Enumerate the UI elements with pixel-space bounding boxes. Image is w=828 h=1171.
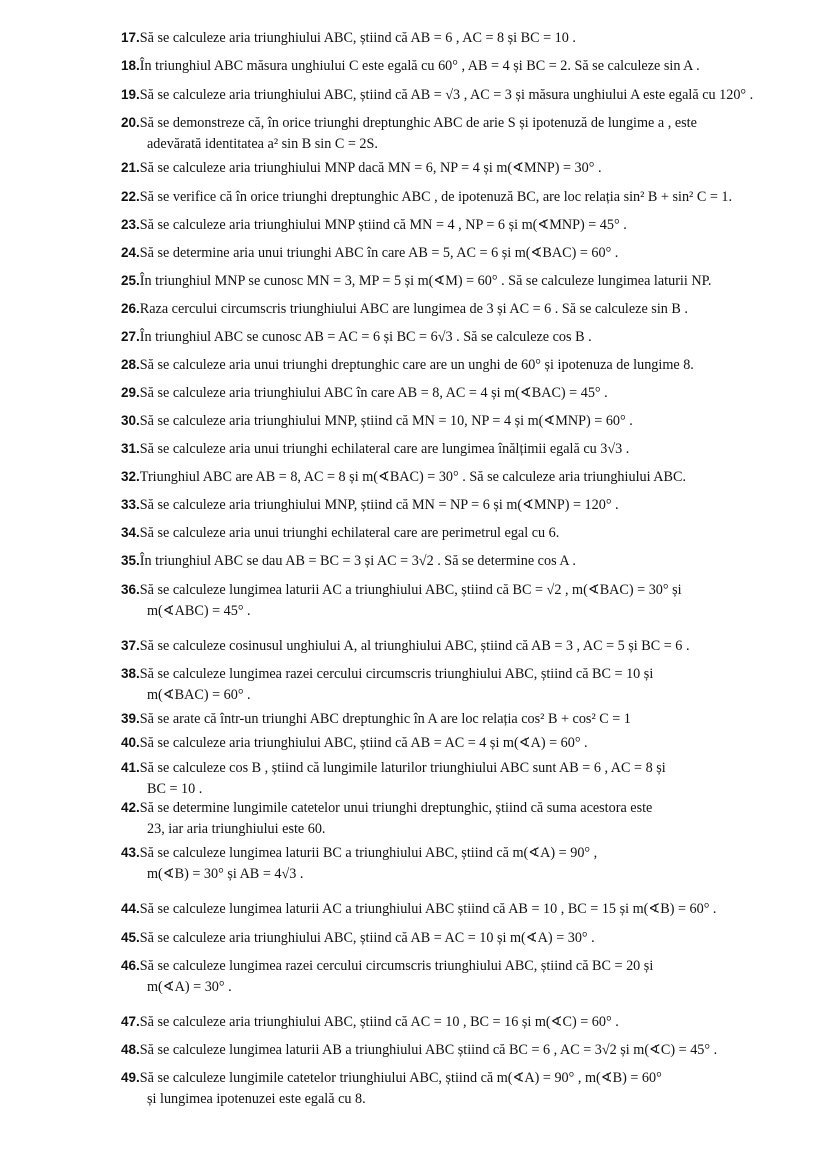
exercise-text-continued: adevărată identitatea a² sin B sin C = 2S.: [147, 136, 378, 152]
exercise-number: 45.: [121, 930, 140, 945]
exercise-text: Să se calculeze aria unui triunghi echilateral care are lungimea înălțimii egală cu 3√3 .: [139, 441, 630, 457]
exercise-item: [121, 666, 653, 704]
exercise-item: [121, 329, 592, 346]
exercise-item: [121, 115, 697, 153]
exercise-text: Raza cercului circumscris triunghiului ABC are lungimea de 3 și AC = 6 . Să se calculeze sin B .: [139, 301, 688, 317]
exercise-text: Să se calculeze cos B , știind că lungimile laturilor triunghiului ABC sunt AB = 6 , AC = 8 și: [139, 760, 666, 776]
exercise-number: 28.: [121, 357, 140, 372]
exercise-text: Să se demonstreze că, în orice triunghi dreptunghic ABC de arie S și ipotenuză de lungime a , este: [139, 115, 697, 131]
exercise-item: [121, 1042, 717, 1059]
exercise-number: 46.: [121, 958, 140, 973]
exercise-number: 35.: [121, 553, 140, 568]
exercise-item: [121, 958, 653, 996]
exercise-text-continued: m(∢BAC) = 60° .: [147, 687, 251, 703]
exercise-number: 23.: [121, 217, 140, 232]
exercise-text: Să se calculeze lungimea razei cercului circumscris triunghiului ABC, știind că BC = 10 și: [139, 666, 654, 682]
exercise-item: [121, 845, 597, 883]
exercise-item: [121, 469, 686, 486]
exercise-number: 25.: [121, 273, 140, 288]
exercise-number: 29.: [121, 385, 140, 400]
exercise-text: Să se verifice că în orice triunghi dreptunghic ABC , de ipotenuză BC, are loc relația sin² B + sin² C = 1.: [139, 189, 733, 205]
exercise-text-continued: m(∢ABC) = 45° .: [147, 603, 251, 619]
exercise-text: Să se calculeze aria unui triunghi dreptunghic care are un unghi de 60° și ipotenuza de lungime 8.: [139, 357, 694, 373]
exercise-item: [121, 189, 732, 206]
exercise-text: Să se calculeze aria triunghiului MNP, știind că MN = 10, NP = 4 și m(∢MNP) = 60° .: [139, 413, 633, 429]
exercise-text: În triunghiul MNP se cunosc MN = 3, MP = 5 și m(∢M) = 60° . Să se calculeze lungimea laturii NP.: [139, 273, 712, 289]
exercise-number: 47.: [121, 1014, 140, 1029]
exercise-text: Triunghiul ABC are AB = 8, AC = 8 și m(∢BAC) = 30° . Să se calculeze aria triunghiului ABC.: [139, 469, 687, 485]
exercise-number: 27.: [121, 329, 140, 344]
exercise-text: Să se calculeze aria triunghiului ABC, știind că AB = AC = 4 și m(∢A) = 60° .: [139, 735, 588, 751]
exercise-number: 21.: [121, 160, 140, 175]
exercise-number: 18.: [121, 58, 140, 73]
exercise-text: În triunghiul ABC se dau AB = BC = 3 și AC = 3√2 . Să se determine cos A .: [139, 553, 576, 569]
exercise-item: [121, 301, 688, 318]
exercise-item: [121, 1070, 662, 1108]
exercise-number: 41.: [121, 760, 140, 775]
exercise-text-continued: și lungimea ipotenuzei este egală cu 8.: [147, 1091, 366, 1107]
exercise-number: 20.: [121, 115, 140, 130]
exercise-item: [121, 30, 576, 47]
exercise-text: Să se calculeze aria triunghiului ABC în care AB = 8, AC = 4 și m(∢BAC) = 45° .: [139, 385, 608, 401]
exercise-number: 34.: [121, 525, 140, 540]
exercise-item: [121, 273, 711, 290]
exercise-item: [121, 930, 595, 947]
exercise-text: Să se calculeze aria triunghiului MNP dacă MN = 6, NP = 4 și m(∢MNP) = 30° .: [139, 160, 602, 176]
exercise-number: 49.: [121, 1070, 140, 1085]
exercise-item: [121, 357, 694, 374]
exercise-text-continued: m(∢B) = 30° și AB = 4√3 .: [147, 866, 304, 882]
exercise-item: [121, 245, 618, 262]
exercise-item: [121, 800, 652, 838]
exercise-text: În triunghiul ABC măsura unghiului C este egală cu 60° , AB = 4 și BC = 2. Să se calculeze sin A .: [139, 58, 700, 74]
exercise-number: 22.: [121, 189, 140, 204]
exercise-item: [121, 638, 690, 655]
exercise-number: 37.: [121, 638, 140, 653]
exercise-item: [121, 87, 753, 104]
exercise-number: 17.: [121, 30, 140, 45]
exercise-item: [121, 711, 631, 728]
exercise-number: 32.: [121, 469, 140, 484]
exercise-text-continued: 23, iar aria triunghiului este 60.: [147, 821, 326, 837]
exercise-item: [121, 385, 608, 402]
exercise-text-continued: m(∢A) = 30° .: [147, 979, 232, 995]
exercise-text: Să se calculeze lungimea laturii AC a triunghiului ABC știind că AB = 10 , BC = 15 și m(∢B) = 60° .: [139, 901, 717, 917]
exercise-text: Să se calculeze cosinusul unghiului A, al triunghiului ABC, știind că AB = 3 , AC = 5 și BC = 6 .: [139, 638, 690, 654]
exercise-number: 30.: [121, 413, 140, 428]
exercise-number: 24.: [121, 245, 140, 260]
exercise-item: [121, 1014, 619, 1031]
exercise-text: Să se calculeze aria triunghiului ABC, știind că AB = 6 , AC = 8 și BC = 10 .: [139, 30, 576, 46]
exercise-text: Să se calculeze aria triunghiului ABC, știind că AB = AC = 10 și m(∢A) = 30° .: [139, 930, 595, 946]
exercise-item: [121, 901, 716, 918]
exercise-number: 36.: [121, 582, 140, 597]
exercise-number: 39.: [121, 711, 140, 726]
exercise-number: 44.: [121, 901, 140, 916]
exercise-item: [121, 760, 666, 798]
exercise-number: 31.: [121, 441, 140, 456]
exercise-item: [121, 160, 602, 177]
exercise-text: Să se calculeze aria triunghiului ABC, știind că AC = 10 , BC = 16 și m(∢C) = 60° .: [139, 1014, 619, 1030]
exercise-text: Să se determine lungimile catetelor unui triunghi dreptunghic, știind că suma acestora este: [139, 800, 653, 816]
exercise-item: [121, 413, 633, 430]
exercise-text: În triunghiul ABC se cunosc AB = AC = 6 și BC = 6√3 . Să se calculeze cos B .: [139, 329, 592, 345]
exercise-number: 40.: [121, 735, 140, 750]
exercise-number: 42.: [121, 800, 140, 815]
exercise-number: 43.: [121, 845, 140, 860]
exercise-item: [121, 441, 629, 458]
exercise-text: Să se calculeze lungimea laturii AC a triunghiului ABC, știind că BC = √2 , m(∢BAC) = 30° și: [139, 582, 682, 598]
exercise-text: Să se calculeze aria triunghiului MNP, știind că MN = NP = 6 și m(∢MNP) = 120° .: [139, 497, 619, 513]
exercise-text: Să se calculeze lungimea laturii BC a triunghiului ABC, știind că m(∢A) = 90° ,: [139, 845, 598, 861]
exercise-text: Să se determine aria unui triunghi ABC în care AB = 5, AC = 6 și m(∢BAC) = 60° .: [139, 245, 619, 261]
exercise-text: Să se calculeze aria triunghiului MNP știind că MN = 4 , NP = 6 și m(∢MNP) = 45° .: [139, 217, 627, 233]
exercise-item: [121, 735, 588, 752]
exercise-text-continued: BC = 10 .: [147, 781, 203, 797]
exercise-number: 19.: [121, 87, 140, 102]
exercise-item: [121, 582, 682, 620]
exercise-text: Să se calculeze aria unui triunghi echilateral care are perimetrul egal cu 6.: [139, 525, 560, 541]
exercise-item: [121, 217, 627, 234]
exercise-text: Să se calculeze lungimile catetelor triunghiului ABC, știind că m(∢A) = 90° , m(∢B) = 60°: [139, 1070, 662, 1086]
exercise-item: [121, 58, 700, 75]
exercise-item: [121, 525, 559, 542]
exercise-text: Să se arate că într-un triunghi ABC dreptunghic în A are loc relația cos² B + cos² C = 1: [139, 711, 631, 727]
exercise-text: Să se calculeze aria triunghiului ABC, știind că AB = √3 , AC = 3 și măsura unghiului A este egală cu 120° .: [139, 87, 754, 103]
exercise-text: Să se calculeze lungimea razei cercului circumscris triunghiului ABC, știind că BC = 20 și: [139, 958, 654, 974]
exercise-item: [121, 497, 619, 514]
exercise-number: 26.: [121, 301, 140, 316]
exercise-number: 33.: [121, 497, 140, 512]
exercise-number: 48.: [121, 1042, 140, 1057]
exercise-number: 38.: [121, 666, 140, 681]
exercise-item: [121, 553, 576, 570]
exercise-text: Să se calculeze lungimea laturii AB a triunghiului ABC știind că BC = 6 , AC = 3√2 și m(∢C) = 45° .: [139, 1042, 718, 1058]
